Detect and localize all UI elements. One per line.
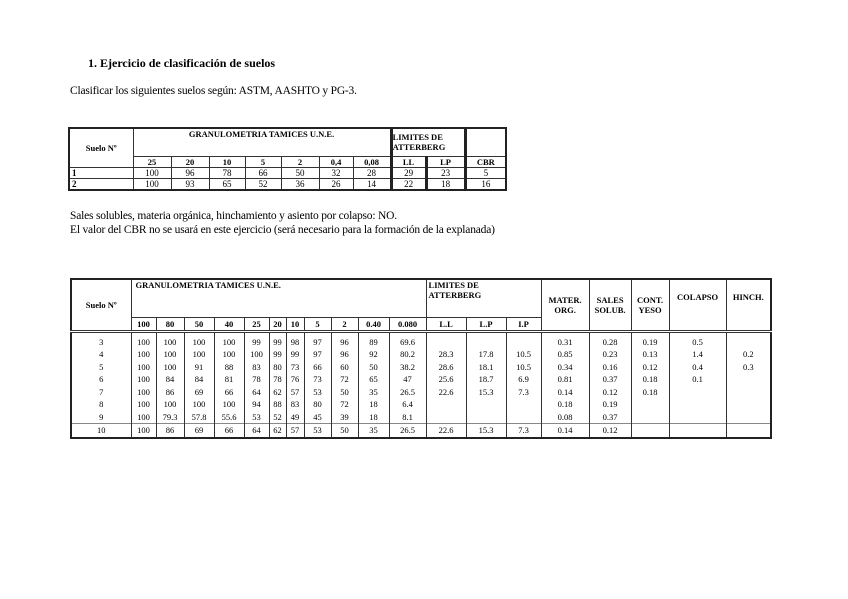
suelo-number: 10 (71, 424, 131, 438)
cell: 26.5 (389, 386, 426, 399)
cell: 28.6 (426, 361, 466, 374)
cell: 72 (331, 398, 358, 411)
cell: 91 (184, 361, 214, 374)
cell: 100 (156, 398, 184, 411)
cell: 0.08 (541, 411, 589, 424)
cell: 66 (214, 386, 244, 399)
column-header: 5 (304, 317, 331, 331)
cell: 1.4 (669, 348, 726, 361)
cell: 26.5 (389, 424, 426, 438)
suelo-header: Suelo Nº (71, 279, 131, 331)
cell: 100 (214, 398, 244, 411)
cell: 64 (244, 386, 269, 399)
cell: 53 (244, 411, 269, 424)
cell: 0.19 (589, 398, 631, 411)
cell: 49 (286, 411, 304, 424)
cont-yeso-header: CONT. YESO (631, 279, 669, 331)
suelo-number: 3 (71, 331, 131, 348)
column-header: L.L (426, 317, 466, 331)
cell (506, 331, 541, 348)
suelo-number: 6 (71, 373, 131, 386)
cell: 8.1 (389, 411, 426, 424)
cell: 100 (214, 348, 244, 361)
cell: 0.19 (631, 331, 669, 348)
cell: 88 (214, 361, 244, 374)
cell (726, 411, 771, 424)
cell: 66 (214, 424, 244, 438)
cell: 64 (244, 424, 269, 438)
cell: 69 (184, 386, 214, 399)
cell: 35 (358, 424, 389, 438)
cell: 53 (304, 424, 331, 438)
cell: 55.6 (214, 411, 244, 424)
cell: 60 (331, 361, 358, 374)
cell: 100 (156, 331, 184, 348)
cell: 100 (131, 411, 156, 424)
cell: 0.18 (631, 386, 669, 399)
cell: 57 (286, 424, 304, 438)
cell (726, 331, 771, 348)
cell: 78 (244, 373, 269, 386)
cell: 99 (244, 331, 269, 348)
intro-text: Clasificar los siguientes suelos según: ASTM, AASHTO y PG-3. (70, 85, 357, 97)
cell: 50 (331, 424, 358, 438)
section-title: 1. Ejercicio de clasificación de suelos (88, 56, 276, 70)
cell: 100 (244, 348, 269, 361)
cell: 69.6 (389, 331, 426, 348)
cell: 6.4 (389, 398, 426, 411)
cell: 17.8 (466, 348, 506, 361)
cell: 69 (184, 424, 214, 438)
cell: 76 (286, 373, 304, 386)
table-row (69, 178, 506, 190)
cell: 0.4 (669, 361, 726, 374)
cell: 6.9 (506, 373, 541, 386)
cell: 7.3 (506, 424, 541, 438)
cell: 16 (465, 178, 506, 190)
cell: 80.2 (389, 348, 426, 361)
cell: 100 (131, 386, 156, 399)
sales-solub-header: SALES SOLUB. (589, 279, 631, 331)
cell (669, 411, 726, 424)
table-row (71, 411, 771, 424)
table-row (71, 331, 771, 348)
suelo-number: 7 (71, 386, 131, 399)
column-header: 20 (171, 156, 209, 167)
table-row (71, 398, 771, 411)
cell: 89 (358, 331, 389, 348)
suelo-number: 9 (71, 411, 131, 424)
suelo-number: 5 (71, 361, 131, 374)
cell: 0.12 (631, 361, 669, 374)
cell (466, 331, 506, 348)
cell: 96 (171, 167, 209, 178)
cell: 22.6 (426, 424, 466, 438)
cell: 72 (331, 373, 358, 386)
cell: 15.3 (466, 386, 506, 399)
cell: 0.16 (589, 361, 631, 374)
cell (631, 424, 669, 438)
cell: 50 (281, 167, 319, 178)
cell (669, 398, 726, 411)
table-row (71, 348, 771, 361)
cell: 32 (319, 167, 353, 178)
cell: 96 (331, 348, 358, 361)
cell: 0.2 (726, 348, 771, 361)
cell: 0.85 (541, 348, 589, 361)
cell: 0.12 (589, 386, 631, 399)
table-row (71, 361, 771, 374)
cell: 0.14 (541, 424, 589, 438)
cell: 100 (131, 361, 156, 374)
cell: 84 (156, 373, 184, 386)
cell: 84 (184, 373, 214, 386)
column-header: 50 (184, 317, 214, 331)
cell: 81 (214, 373, 244, 386)
cell: 94 (244, 398, 269, 411)
cell: 100 (131, 331, 156, 348)
cell: 0.13 (631, 348, 669, 361)
cell: 18.7 (466, 373, 506, 386)
note-1: Sales solubles, materia orgánica, hinchamiento y asiento por colapso: NO. (70, 210, 397, 222)
column-header: 0.080 (389, 317, 426, 331)
column-header: 40 (214, 317, 244, 331)
table-row (71, 386, 771, 399)
cell: 100 (184, 331, 214, 348)
cell: 100 (133, 178, 171, 190)
cell: 18 (358, 411, 389, 424)
cell: 92 (358, 348, 389, 361)
cell: 36 (281, 178, 319, 190)
cell (669, 424, 726, 438)
cell: 0.18 (631, 373, 669, 386)
cell (631, 411, 669, 424)
cell: 99 (286, 348, 304, 361)
cell: 100 (156, 361, 184, 374)
cell: 78 (269, 373, 286, 386)
column-header: 10 (209, 156, 245, 167)
column-header: L.P (466, 317, 506, 331)
column-header: I.P (506, 317, 541, 331)
cell: 14 (353, 178, 391, 190)
hinch-header: HINCH. (726, 279, 771, 331)
cell: 15.3 (466, 424, 506, 438)
cell: 18.1 (466, 361, 506, 374)
column-header: LL (391, 156, 426, 167)
column-header: 80 (156, 317, 184, 331)
cell: 97 (304, 331, 331, 348)
column-header: 2 (331, 317, 358, 331)
cell: 66 (245, 167, 281, 178)
column-header: 100 (131, 317, 156, 331)
cell: 0.31 (541, 331, 589, 348)
cell: 39 (331, 411, 358, 424)
suelo-number: 4 (71, 348, 131, 361)
cell: 0.81 (541, 373, 589, 386)
cell: 100 (131, 373, 156, 386)
limites-header: LIMITES DE ATTERBERG (391, 128, 465, 156)
suelo-header: Suelo Nº (69, 128, 133, 167)
column-header: LP (426, 156, 465, 167)
column-header: 0,4 (319, 156, 353, 167)
cell (726, 386, 771, 399)
mater-org-header: MATER. ORG. (541, 279, 589, 331)
cell: 35 (358, 386, 389, 399)
cell: 38.2 (389, 361, 426, 374)
cell: 57.8 (184, 411, 214, 424)
cell: 0.34 (541, 361, 589, 374)
cell (426, 411, 466, 424)
cell: 86 (156, 386, 184, 399)
cell: 23 (426, 167, 465, 178)
column-header: 0,08 (353, 156, 391, 167)
column-header: 20 (269, 317, 286, 331)
cell: 0.5 (669, 331, 726, 348)
cell: 62 (269, 424, 286, 438)
cell: 86 (156, 424, 184, 438)
cell: 80 (269, 361, 286, 374)
cell (726, 424, 771, 438)
cell: 0.14 (541, 386, 589, 399)
cell: 83 (244, 361, 269, 374)
cell: 50 (331, 386, 358, 399)
cell: 28.3 (426, 348, 466, 361)
cell: 22 (391, 178, 426, 190)
cell: 100 (133, 167, 171, 178)
cell: 100 (131, 398, 156, 411)
suelo-number: 8 (71, 398, 131, 411)
cell (466, 398, 506, 411)
cell: 73 (286, 361, 304, 374)
cell: 7.3 (506, 386, 541, 399)
column-header: CBR (465, 156, 506, 167)
cell: 53 (304, 386, 331, 399)
cell: 0.37 (589, 411, 631, 424)
column-header: 0.40 (358, 317, 389, 331)
cell (426, 331, 466, 348)
cell: 18 (426, 178, 465, 190)
cell: 52 (245, 178, 281, 190)
cell: 96 (331, 331, 358, 348)
cell: 65 (209, 178, 245, 190)
column-header: 25 (244, 317, 269, 331)
column-header: 5 (245, 156, 281, 167)
cell: 73 (304, 373, 331, 386)
cell (466, 411, 506, 424)
cell: 100 (131, 348, 156, 361)
cell: 97 (304, 348, 331, 361)
cell: 5 (465, 167, 506, 178)
note-2: El valor del CBR no se usará en este ejercicio (será necesario para la formación de la explanada) (70, 224, 495, 236)
cell: 83 (286, 398, 304, 411)
soil-table-2 (70, 278, 772, 439)
cell: 29 (391, 167, 426, 178)
cell: 0.37 (589, 373, 631, 386)
suelo-number: 1 (69, 167, 133, 178)
cell: 100 (184, 398, 214, 411)
cell (426, 398, 466, 411)
cell: 80 (304, 398, 331, 411)
cell: 100 (214, 331, 244, 348)
cell (726, 373, 771, 386)
cell: 18 (358, 398, 389, 411)
cell: 100 (156, 348, 184, 361)
cell: 98 (286, 331, 304, 348)
cell: 0.12 (589, 424, 631, 438)
cell: 66 (304, 361, 331, 374)
column-header: 10 (286, 317, 304, 331)
cell: 99 (269, 331, 286, 348)
suelo-number: 2 (69, 178, 133, 190)
column-header: 25 (133, 156, 171, 167)
cell: 52 (269, 411, 286, 424)
column-header: 2 (281, 156, 319, 167)
soil-table-1 (68, 127, 507, 191)
cell: 0.1 (669, 373, 726, 386)
cell: 57 (286, 386, 304, 399)
cell: 79.3 (156, 411, 184, 424)
cell: 0.28 (589, 331, 631, 348)
cell: 0.23 (589, 348, 631, 361)
cell: 93 (171, 178, 209, 190)
table-row (69, 167, 506, 178)
cell (726, 398, 771, 411)
granulometria-header: GRANULOMETRIA TAMICES U.N.E. (133, 128, 391, 156)
cell: 45 (304, 411, 331, 424)
cell (631, 398, 669, 411)
cell (506, 411, 541, 424)
cell: 10.5 (506, 361, 541, 374)
limites-header: LIMITES DE ATTERBERG (428, 280, 482, 300)
cell: 62 (269, 386, 286, 399)
cell: 10.5 (506, 348, 541, 361)
table-row (71, 373, 771, 386)
cell: 25.6 (426, 373, 466, 386)
cell: 26 (319, 178, 353, 190)
colapso-header: COLAPSO (669, 279, 726, 331)
cell: 28 (353, 167, 391, 178)
cell: 22.6 (426, 386, 466, 399)
cell: 47 (389, 373, 426, 386)
cell: 65 (358, 373, 389, 386)
table-row (71, 424, 771, 438)
cell: 100 (184, 348, 214, 361)
cell: 78 (209, 167, 245, 178)
granulometria-header: GRANULOMETRIA TAMICES U.N.E. (135, 280, 281, 290)
cell: 0.18 (541, 398, 589, 411)
cell: 50 (358, 361, 389, 374)
cell (669, 386, 726, 399)
cell: 88 (269, 398, 286, 411)
cell: 99 (269, 348, 286, 361)
cell: 100 (131, 424, 156, 438)
cell (506, 398, 541, 411)
cell: 0.3 (726, 361, 771, 374)
